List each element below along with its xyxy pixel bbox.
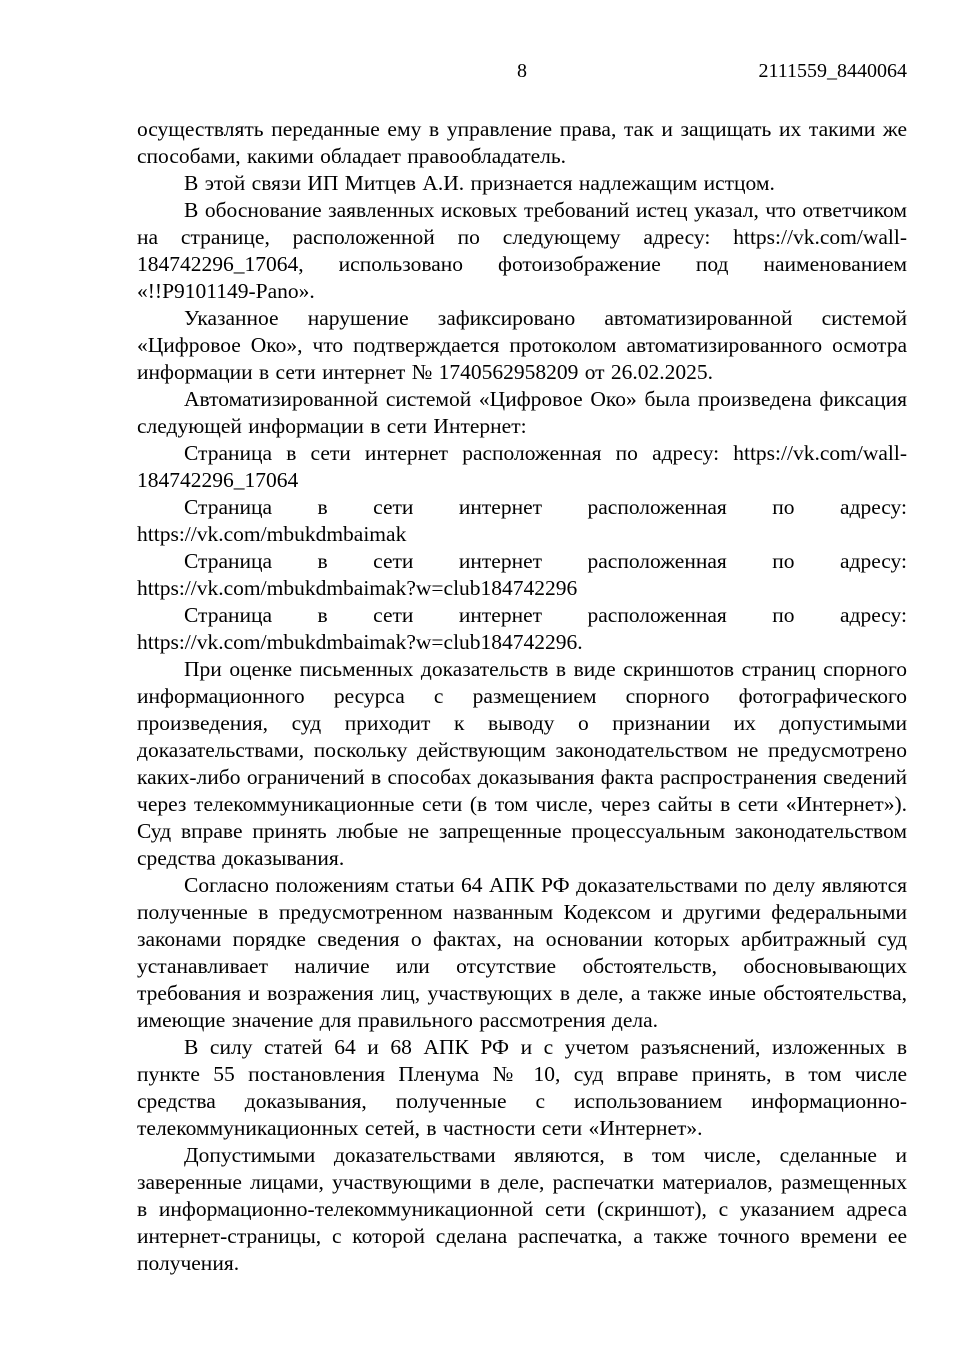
document-id: 2111559_8440064 (758, 60, 907, 82)
paragraph: Автоматизированной системой «Цифровое Око» была произведена фиксация следующей информации в сети Интернет: (137, 387, 907, 438)
paragraph: Страница в сети интернет расположенная по адресу: https://vk.com/mbukdmbaimak?w=club184742296 (137, 549, 907, 600)
paragraph: Страница в сети интернет расположенная по адресу: https://vk.com/mbukdmbaimak (137, 495, 907, 546)
paragraph: Допустимыми доказательствами являются, в том числе, сделанные и заверенные лицами, участвующими в деле, распечатки материалов, размещенных в информационно-телекоммуникационной сети (скриншот), с указанием адреса интернет-страницы, с которой сделана распечатка, а также точного времени ее получения. (137, 1143, 907, 1275)
document-body (137, 116, 907, 1277)
paragraph: Страница в сети интернет расположенная по адресу: https://vk.com/wall-184742296_17064 (137, 441, 907, 492)
page-header (137, 58, 907, 84)
paragraph: В силу статей 64 и 68 АПК РФ и с учетом разъяснений, изложенных в пункте 55 постановления Пленума № 10, суд вправе принять, в том числе средства доказывания, полученные с использованием информационно-телекоммуникационных сетей, в частности сети «Интернет». (137, 1035, 907, 1140)
paragraph: Указанное нарушение зафиксировано автоматизированной системой «Цифровое Око», что подтверждается протоколом автоматизированного осмотра информации в сети интернет № 1740562958209 от 26.02.2025. (137, 306, 907, 384)
page-number: 8 (517, 60, 527, 82)
paragraph: Страница в сети интернет расположенная по адресу: https://vk.com/mbukdmbaimak?w=club184742296. (137, 603, 907, 654)
paragraph: В этой связи ИП Митцев А.И. признается надлежащим истцом. (184, 171, 775, 195)
paragraph: осуществлять переданные ему в управление права, так и защищать их такими же способами, какими обладает правообладатель. (137, 117, 907, 168)
paragraph: В обоснование заявленных исковых требований истец указал, что ответчиком на странице, расположенной по следующему адресу: https://vk.com/wall-184742296_17064, использовано фотоизображение под наименованием «!!P9101149-Pano». (137, 198, 907, 303)
paragraph: Согласно положениям статьи 64 АПК РФ доказательствами по делу являются полученные в предусмотренном названным Кодексом и другими федеральными законами порядке сведения о фактах, на основании которых арбитражный суд устанавливает наличие или отсутствие обстоятельств, обосновывающих требования и возражения лиц, участвующих в деле, а также иные обстоятельства, имеющие значение для правильного рассмотрения дела. (137, 873, 907, 1032)
paragraph: При оценке письменных доказательств в виде скриншотов страниц спорного информационного ресурса с размещением спорного фотографического произведения, суд приходит к выводу о признании их допустимыми доказательствами, поскольку действующим законодательством не предусмотрено каких-либо ограничений в способах доказывания факта распространения сведений через телекоммуникационные сети (в том числе, через сайты в сети «Интернет»). Суд вправе принять любые не запрещенные процессуальным законодательством средства доказывания. (137, 657, 907, 870)
page-content (137, 58, 907, 1277)
